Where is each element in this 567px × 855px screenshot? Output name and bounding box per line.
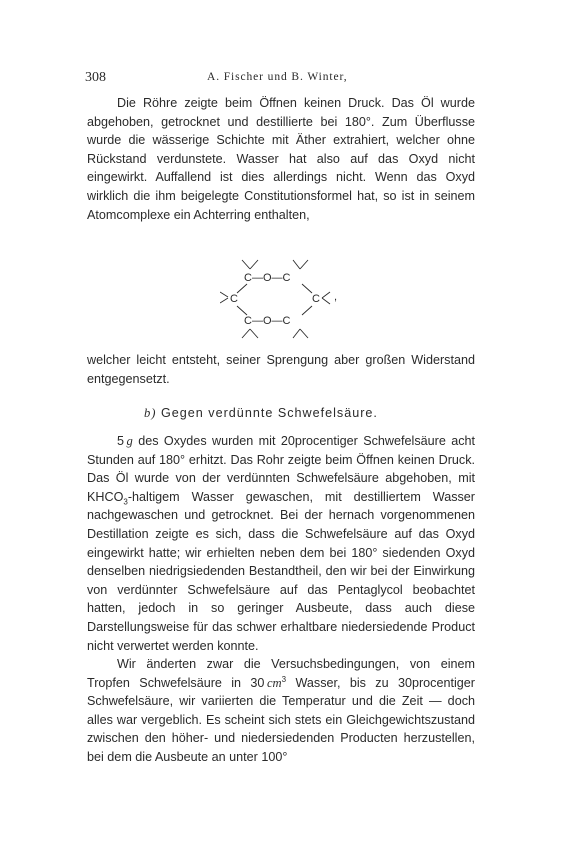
section-label: b) — [144, 406, 157, 420]
page-number: 308 — [85, 70, 106, 85]
volume-unit-exponent: 3 — [281, 674, 287, 684]
running-title: A. Fischer und B. Winter, — [207, 71, 348, 83]
section-title: Gegen verdünnte Schwefelsäure. — [161, 406, 378, 420]
formula-bottom-row: C—O—C — [244, 315, 291, 327]
paragraph-text-part2: Wasser, bis zu 30procentiger Schwefelsäure, wir variierten die Temperatur und die Zeit — doch alles war vergeblich. Es scheint sich stets ein Gleichgewichtszustand zwischen den höher- und niedersiedenden Producten herzustellen, bei dem die Ausbeute an unter 100° — [87, 675, 475, 764]
volume-unit: cm — [266, 675, 282, 690]
formula-right-carbon: C — [312, 293, 320, 305]
amount-unit: g — [126, 434, 133, 448]
bond-ring-lower-left — [237, 306, 247, 315]
bond-left-outer-1 — [220, 292, 228, 297]
formula-left-carbon: C — [230, 293, 238, 305]
bond-lower-left-1 — [242, 329, 250, 338]
bond-upper-right-1 — [293, 260, 300, 269]
paragraph-water-result: Die Röhre zeigte beim Öffnen keinen Druck. Das Öl wurde abgehoben, getrocknet und destillierte bei 180°. Zum Überflusse wurde die wässerige Schichte mit Äther extrahiert, welcher ohne Rückstand verdunstete. Wasser hat also auf das Oxyd nicht eingewirkt. Auffallend ist dies allerdings nicht. Wenn das Oxyd wirklich die ihm beigelegte Constitutionsformel hat, so ist in seinem Atomcomplexe ein Achterring enthalten, — [87, 96, 475, 222]
amount-number: 5 — [117, 434, 125, 448]
bond-lower-right-2 — [300, 329, 308, 338]
formula-top-row: C—O—C — [244, 272, 291, 284]
bond-right-outer-2 — [322, 298, 330, 304]
page-header — [85, 70, 472, 88]
paragraph-sulfuric-experiment — [87, 432, 475, 655]
paragraph-text-part1: des Oxydes wurden mit 20procentiger Schwefelsäure acht Stunden auf 180° erhitzt. Das Rohr zeigte beim Öffnen keinen Druck. Das Öl wurde von der verdünnten Schwefelsäure abgehoben, mit KHCO — [87, 434, 476, 504]
bond-left-outer-2 — [220, 298, 228, 303]
paragraph-text-part1: Wir änderten zwar die Versuchsbedingungen, von einem Tropfen Schwefelsäure in 30 — [87, 657, 475, 690]
bond-lower-right-1 — [293, 329, 300, 338]
paragraph-text-part2: -haltigem Wasser gewaschen, mit destilliertem Wasser nachgewaschen und getrocknet. Bei der hernach vorgenommenen Destillation zeigte es sich, dass die Schwefelsäure auf das Oxyd eingewirkt hatte; wir erhielten neben dem bei 180° siedenden Oxyd denselben niedrigsiedenden Bestandtheil, den wir bei der Einwirkung von verdünnter Schwefelsäure auf das Pentaglycol beobachtet hatten, jedoch in so geringer Ausbeute, dass auch diese Darstellungsweise für das schwer erhaltbare niedersiedende Product nicht verwertet werden konnte. — [87, 489, 475, 653]
formula-trailing-comma: , — [334, 291, 338, 303]
paragraph-varied-conditions — [87, 655, 475, 767]
bond-right-outer-1 — [322, 292, 330, 298]
bond-upper-right-2 — [300, 260, 308, 269]
paragraph-ring-stability: welcher leicht entsteht, seiner Sprengung aber großen Widerstand entgegensetzt. — [87, 353, 475, 386]
bond-lower-left-2 — [250, 329, 258, 338]
section-heading — [144, 406, 378, 421]
bond-ring-lower-right — [302, 306, 312, 315]
bond-upper-left-1 — [242, 260, 250, 269]
bond-upper-left-2 — [250, 260, 258, 269]
eight-ring-structural-formula — [220, 258, 360, 340]
bond-ring-upper-right — [302, 284, 312, 293]
bond-ring-upper-left — [237, 284, 247, 293]
formula-subscript: 3 — [123, 497, 128, 507]
